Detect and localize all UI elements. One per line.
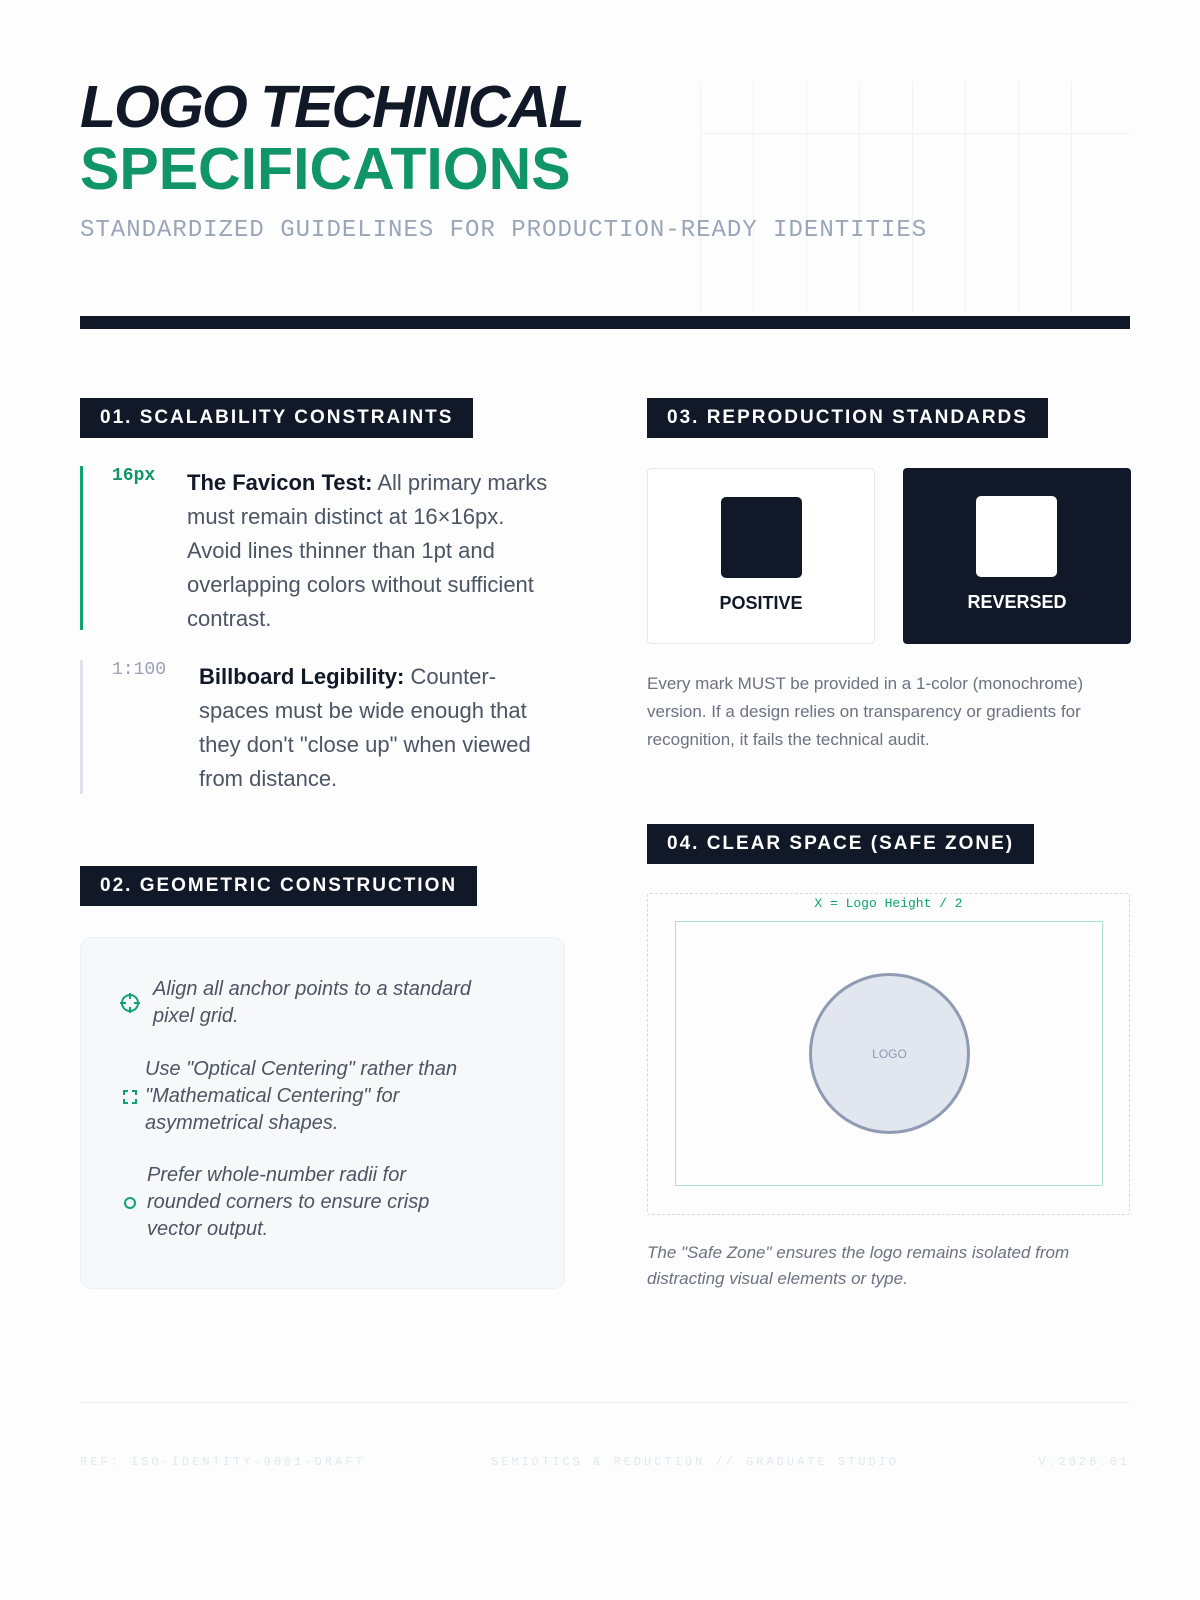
- ratio-tag: 1:100: [112, 660, 167, 680]
- reproduction-note: Every mark MUST be provided in a 1-color (monochrome) version. If a design relies on transparency or gradients for recognition, it fails the technical audit.: [647, 674, 1084, 749]
- footer-reference: REF: ISO-IDENTITY-9001-DRAFT: [80, 1455, 366, 1469]
- background-grid: [700, 82, 1130, 312]
- crosshair-icon: [119, 992, 141, 1014]
- footer-divider: [80, 1402, 1130, 1403]
- construction-rule-text: Prefer whole-number radii for rounded corners to ensure crisp vector output.: [147, 1164, 430, 1240]
- section-heading-clear-space: 04. CLEAR SPACE (SAFE ZONE): [647, 824, 1034, 864]
- safe-zone-formula: X = Logo Height / 2: [814, 896, 963, 911]
- size-tag: 16px: [112, 466, 156, 486]
- construction-rule: [119, 976, 508, 1030]
- focus-corners-icon: [119, 1090, 141, 1104]
- positive-logo-square: [721, 497, 802, 578]
- item-body: All primary marks must remain distinct at 16×16px. Avoid lines thinner than 1pt and overlapping colors without sufficient contrast.: [187, 470, 548, 631]
- section-heading-scalability: 01. SCALABILITY CONSTRAINTS: [80, 398, 473, 438]
- scalability-item-billboard: [80, 660, 531, 794]
- item-title: The Favicon Test:: [187, 470, 373, 495]
- safe-zone-boundary: [675, 921, 1103, 1186]
- page-title-line-1: LOGO TECHNICAL: [80, 74, 583, 140]
- item-title: Billboard Legibility:: [199, 664, 405, 689]
- scalability-item-favicon: [80, 466, 548, 631]
- construction-rule-text: Align all anchor points to a standard pixel grid.: [153, 978, 471, 1027]
- reversed-swatch: [903, 468, 1131, 644]
- header-divider: [80, 316, 1130, 329]
- item-body: Counter-spaces must be wide enough that they don't "close up" when viewed from distance.: [199, 664, 531, 791]
- reversed-logo-square: [976, 496, 1057, 577]
- construction-rule-text: Use "Optical Centering" rather than "Mathematical Centering" for asymmetrical shapes.: [145, 1058, 458, 1134]
- construction-rule: [119, 1162, 472, 1243]
- footer-version: V.2026.01: [1038, 1455, 1130, 1469]
- logo-placeholder: [809, 973, 970, 1134]
- scalability-item-text: [199, 660, 555, 796]
- positive-label: POSITIVE: [719, 593, 803, 613]
- logo-placeholder-label: LOGO: [872, 1046, 907, 1061]
- section-heading-geometric: 02. GEOMETRIC CONSTRUCTION: [80, 866, 477, 906]
- scalability-item-text: [187, 466, 557, 636]
- construction-card: [80, 937, 565, 1289]
- reversed-label: REVERSED: [967, 592, 1067, 612]
- page-title-line-2: SPECIFICATIONS: [80, 136, 571, 202]
- safe-zone-note: The "Safe Zone" ensures the logo remains isolated from distracting visual elements or type.: [647, 1243, 1070, 1288]
- section-heading-reproduction: 03. REPRODUCTION STANDARDS: [647, 398, 1048, 438]
- circle-icon: [119, 1196, 141, 1210]
- construction-rule: [119, 1056, 490, 1137]
- page-subtitle: STANDARDIZED GUIDELINES FOR PRODUCTION-READY IDENTITIES: [80, 217, 928, 244]
- footer-studio: SEMIOTICS & REDUCTION // GRADUATE STUDIO: [491, 1455, 900, 1469]
- safe-zone-diagram: [647, 893, 1130, 1215]
- positive-swatch: [647, 468, 875, 644]
